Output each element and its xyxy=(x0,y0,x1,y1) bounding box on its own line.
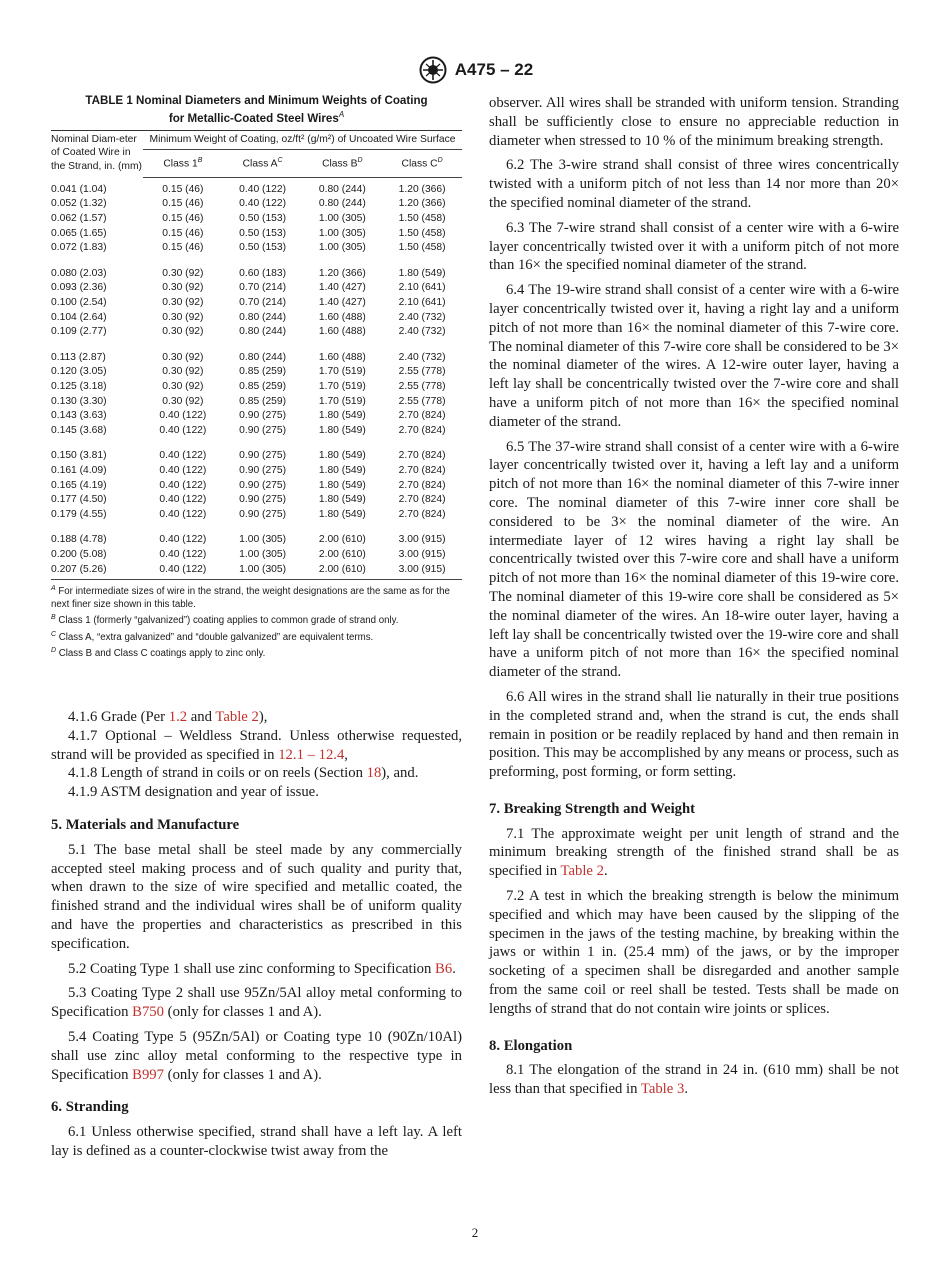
table-title xyxy=(51,94,462,126)
para-4-1-9: 4.1.9 ASTM designation and year of issue. xyxy=(68,784,319,801)
cell-coating-weight: 1.80 (549) xyxy=(318,508,366,520)
section-5-heading: 5. Materials and Manufacture xyxy=(51,817,240,834)
table-row xyxy=(51,227,462,242)
col-class-header: Class $A^C$ xyxy=(223,150,303,177)
cell-coating-weight: 0.70 (214) xyxy=(239,297,287,309)
cell-coating-weight: 0.30 (92) xyxy=(162,326,204,338)
table-row xyxy=(51,395,462,410)
cell-coating-weight: 0.80 (244) xyxy=(239,326,287,338)
cell-coating-weight: 2.55 (778) xyxy=(398,395,446,407)
cell-coating-weight: 1.80 (549) xyxy=(318,464,366,476)
cell-diameter: 0.109 (2.77) xyxy=(51,326,107,338)
coating-weight-table xyxy=(51,130,462,580)
ref-table-2-link[interactable]: Table 2 xyxy=(215,709,259,726)
cell-coating-weight: 1.20 (366) xyxy=(318,267,366,279)
ref-b6-link[interactable]: B6 xyxy=(435,960,453,977)
cell-diameter: 0.041 (1.04) xyxy=(51,183,107,195)
table-row xyxy=(51,479,462,494)
cell-coating-weight: 0.15 (46) xyxy=(162,242,204,254)
cell-coating-weight: 1.20 (366) xyxy=(398,198,446,210)
right-column xyxy=(489,94,899,1099)
cell-diameter: 0.207 (5.26) xyxy=(51,563,143,580)
cell-coating-weight: 3.00 (915) xyxy=(382,563,462,580)
cell-diameter: 0.065 (1.65) xyxy=(51,227,107,239)
cell-coating-weight: 0.85 (259) xyxy=(239,380,287,392)
ref-b750-link[interactable]: B750 xyxy=(132,1004,164,1021)
cell-diameter: 0.113 (2.87) xyxy=(51,351,106,363)
table-row xyxy=(51,296,462,311)
table-group-gap xyxy=(51,438,462,449)
cell-coating-weight: 0.40 (122) xyxy=(239,198,287,210)
cell-coating-weight: 0.30 (92) xyxy=(162,395,204,407)
cell-coating-weight: 0.80 (244) xyxy=(239,311,287,323)
table-row xyxy=(51,464,462,479)
table-row xyxy=(51,197,462,212)
cell-coating-weight: 1.40 (427) xyxy=(318,282,366,294)
cell-coating-weight: 0.30 (92) xyxy=(162,366,204,378)
ref-12-1-link[interactable]: 12.1 – 12.4 xyxy=(278,746,345,763)
cell-coating-weight: 0.90 (275) xyxy=(239,424,287,436)
cell-diameter: 0.161 (4.09) xyxy=(51,464,107,476)
ref-section-18-link[interactable]: 18 xyxy=(366,765,382,782)
ref-table-3-link[interactable]: Table 3 xyxy=(640,1081,685,1098)
table-row xyxy=(51,351,462,366)
cell-coating-weight: 1.70 (519) xyxy=(318,395,366,407)
cell-coating-weight: 1.50 (458) xyxy=(398,242,446,254)
cell-coating-weight: 2.40 (732) xyxy=(398,311,446,323)
table-row xyxy=(51,267,462,282)
table-row xyxy=(51,241,462,256)
cell-coating-weight: 2.70 (824) xyxy=(398,410,446,422)
table-group-gap xyxy=(51,340,462,351)
table-row xyxy=(51,563,462,580)
cell-diameter: 0.072 (1.83) xyxy=(51,242,107,254)
section-7-heading: 7. Breaking Strength and Weight xyxy=(489,800,696,817)
cell-coating-weight: 0.85 (259) xyxy=(239,395,287,407)
left-body-text xyxy=(51,708,462,1161)
table-row xyxy=(51,365,462,380)
table-row xyxy=(51,325,462,340)
table-footnote: $^B$ Class 1 (formerly “galvanized”) coating applies to common grade of strand only. xyxy=(51,614,399,627)
table-footnote: $^D$ Class B and Class C coatings apply to zinc only. xyxy=(51,646,266,660)
cell-coating-weight: 0.30 (92) xyxy=(162,351,204,363)
para-7-1: 7.1 The approximate weight per unit length of strand and the minimum breaking strength of the finished strand shall be as specified in Table 2. xyxy=(489,825,899,880)
cell-coating-weight: 1.20 (366) xyxy=(398,183,446,195)
para-4-1-8: 4.1.8 Length of strand in coils or on reels (Section 18), and. xyxy=(68,765,419,782)
cell-coating-weight: 1.00 (305) xyxy=(318,227,366,239)
cell-coating-weight: 0.90 (275) xyxy=(239,450,287,462)
table-group-gap xyxy=(51,256,462,267)
cell-coating-weight: 0.30 (92) xyxy=(162,282,204,294)
table-row xyxy=(51,281,462,296)
cell-coating-weight: 3.00 (915) xyxy=(398,548,446,560)
cell-coating-weight: 1.80 (549) xyxy=(318,450,366,462)
para-6-6: 6.6 All wires in the strand shall lie naturally in their true positions in the completed strand and, when the strand is cut, the ends shall remain in position or be readily replaced by hand and then remain in position. This may be accomplished by any means or process, such as preforming, post forming, or form setting. xyxy=(489,688,899,781)
cell-coating-weight: 0.15 (46) xyxy=(162,213,204,225)
table-row xyxy=(51,508,462,523)
ref-table-2-link[interactable]: Table 2 xyxy=(560,863,604,880)
cell-coating-weight: 0.40 (122) xyxy=(159,424,207,436)
cell-coating-weight: 0.50 (153) xyxy=(239,213,287,225)
cell-coating-weight: 2.70 (824) xyxy=(398,450,446,462)
cell-coating-weight: 0.90 (275) xyxy=(239,410,287,422)
table-row xyxy=(51,311,462,326)
cell-diameter: 0.052 (1.32) xyxy=(51,198,107,210)
cell-coating-weight: 1.40 (427) xyxy=(318,297,366,309)
cell-coating-weight: 0.50 (153) xyxy=(239,242,287,254)
cell-coating-weight: 2.40 (732) xyxy=(398,351,446,363)
table-row xyxy=(51,380,462,395)
cell-coating-weight: 0.40 (122) xyxy=(159,548,207,560)
cell-coating-weight: 0.15 (46) xyxy=(162,198,204,210)
table-row xyxy=(51,449,462,464)
ref-b997-link[interactable]: B997 xyxy=(132,1066,164,1083)
para-8-1: 8.1 The elongation of the strand in 24 in. (610 mm) shall be not less than that specified in Table 3. xyxy=(489,1062,899,1098)
cell-coating-weight: 0.30 (92) xyxy=(162,380,204,392)
cell-coating-weight: 1.70 (519) xyxy=(318,380,366,392)
table-row xyxy=(51,409,462,424)
cell-diameter: 0.188 (4.78) xyxy=(51,534,107,546)
cell-coating-weight: 3.00 (915) xyxy=(398,534,446,546)
cell-coating-weight: 2.55 (778) xyxy=(398,380,446,392)
cell-coating-weight: 0.70 (214) xyxy=(239,282,287,294)
cell-coating-weight: 1.50 (458) xyxy=(398,227,446,239)
cell-coating-weight: 0.40 (122) xyxy=(159,479,207,491)
para-5-2: 5.2 Coating Type 1 shall use zinc conforming to Specification B6. xyxy=(68,960,456,977)
cell-coating-weight: 0.40 (122) xyxy=(143,563,223,580)
table-footnote: $^C$ Class A, “extra galvanized” and “double galvanized” are equivalent terms. xyxy=(51,630,374,643)
cell-coating-weight: 0.40 (122) xyxy=(159,450,207,462)
para-6-4: 6.4 The 19-wire strand shall consist of a center wire with a 6-wire layer concentrically twisted over it, having a right lay and a uniform pitch of not more than 16× the nominal diameter of this 7-wire core. The nominal diameter of this 7-wire core shall be considered to be 3× the nominal diameter of the wires. A 12-wire outer layer, having a left lay shall be concentrically twisted over the 7-wire core and shall have a uniform pitch of not more than 16× the specified nominal diameter of the strand. xyxy=(489,282,899,430)
cell-coating-weight: 2.70 (824) xyxy=(398,464,446,476)
cell-diameter: 0.177 (4.50) xyxy=(51,494,107,506)
cell-coating-weight: 2.55 (778) xyxy=(398,366,446,378)
cell-coating-weight: 1.80 (549) xyxy=(318,410,366,422)
cell-coating-weight: 1.80 (549) xyxy=(318,494,366,506)
cell-coating-weight: 1.60 (488) xyxy=(318,326,366,338)
astm-logo-icon xyxy=(417,56,449,84)
para-5-1: 5.1 The base metal shall be steel made by any commercially accepted steel making process and of such quality and purity that, when drawn to the size of wire specified and metallic coated, the finished strand and the individual wires shall be of uniform quality and have the properties and characteristics as prescribed in this specification. xyxy=(51,841,462,952)
cell-diameter: 0.120 (3.05) xyxy=(51,366,107,378)
section-8-heading: 8. Elongation xyxy=(489,1037,573,1054)
cell-coating-weight: 0.80 (244) xyxy=(318,183,366,195)
cell-coating-weight: 2.10 (641) xyxy=(398,297,446,309)
cell-diameter: 0.200 (5.08) xyxy=(51,548,107,560)
cell-diameter: 0.150 (3.81) xyxy=(51,450,107,462)
table-row xyxy=(51,424,462,439)
cell-coating-weight: 1.80 (549) xyxy=(398,267,446,279)
cell-coating-weight: 1.60 (488) xyxy=(318,351,366,363)
col-class-header: Class $C^D$ xyxy=(382,150,462,177)
cell-coating-weight: 0.40 (122) xyxy=(159,534,207,546)
ref-1-2-link[interactable]: 1.2 xyxy=(168,709,188,726)
cell-coating-weight: 0.90 (275) xyxy=(239,479,287,491)
cell-coating-weight: 0.85 (259) xyxy=(239,366,287,378)
cell-coating-weight: 1.60 (488) xyxy=(318,311,366,323)
cell-coating-weight: 2.70 (824) xyxy=(398,479,446,491)
page-header xyxy=(0,56,950,84)
cell-coating-weight: 0.40 (122) xyxy=(159,464,207,476)
cell-diameter: 0.130 (3.30) xyxy=(51,395,107,407)
left-column xyxy=(51,94,462,1161)
para-4-1-6: 4.1.6 Grade (Per 1.2 and Table 2), xyxy=(68,709,268,726)
table-title-note: A xyxy=(338,110,345,119)
cell-diameter: 0.093 (2.36) xyxy=(51,282,107,294)
cell-coating-weight: 1.00 (305) xyxy=(239,534,287,546)
cell-coating-weight: 0.90 (275) xyxy=(239,464,287,476)
table-footnotes xyxy=(51,582,462,660)
table-title-line1: TABLE 1 Nominal Diameters and Minimum Weights of Coating xyxy=(85,94,428,107)
cell-coating-weight: 1.70 (519) xyxy=(318,366,366,378)
cell-coating-weight: 1.00 (305) xyxy=(318,242,366,254)
designation: A475 – 22 xyxy=(454,60,534,79)
cell-diameter: 0.100 (2.54) xyxy=(51,297,107,309)
cell-diameter: 0.145 (3.68) xyxy=(51,424,107,436)
cell-diameter: 0.062 (1.57) xyxy=(51,213,107,225)
cell-coating-weight: 2.00 (610) xyxy=(302,563,382,580)
cell-coating-weight: 2.00 (610) xyxy=(318,534,366,546)
cell-coating-weight: 1.00 (305) xyxy=(239,548,287,560)
table-title-line2: for Metallic-Coated Steel Wires xyxy=(168,111,339,125)
table-row xyxy=(51,177,462,197)
para-5-4: 5.4 Coating Type 5 (95Zn/5Al) or Coating type 10 (90Zn/10Al) shall use zinc alloy metal conforming to the respective type in Specification B997 (only for classes 1 and A). xyxy=(51,1029,462,1083)
cell-coating-weight: 2.70 (824) xyxy=(398,508,446,520)
cell-diameter: 0.080 (2.03) xyxy=(51,267,107,279)
cell-coating-weight: 0.60 (183) xyxy=(239,267,287,279)
cell-diameter: 0.143 (3.63) xyxy=(51,410,107,422)
col-nominal-diameter-header: Nominal Diam-eter of Coated Wire in the Strand, in. (mm) xyxy=(51,130,143,177)
table-footnote: $^A$ For intermediate sizes of wire in the strand, the weight designations are the same as for the next finer size shown in this table. xyxy=(51,585,450,611)
cell-coating-weight: 0.40 (122) xyxy=(159,508,207,520)
section-6-heading: 6. Stranding xyxy=(51,1099,129,1116)
cell-coating-weight: 0.40 (122) xyxy=(239,183,287,195)
cell-coating-weight: 0.80 (244) xyxy=(318,198,366,210)
page-number: 2 xyxy=(471,1225,479,1240)
table-row xyxy=(51,493,462,508)
cell-coating-weight: 0.90 (275) xyxy=(239,494,287,506)
table-group-gap xyxy=(51,522,462,533)
cell-coating-weight: 0.90 (275) xyxy=(239,508,287,520)
cell-diameter: 0.125 (3.18) xyxy=(51,380,107,392)
col-class-header: Class $1^B$ xyxy=(143,150,223,177)
cell-coating-weight: 0.40 (122) xyxy=(159,410,207,422)
para-6-2: 6.2 The 3-wire strand shall consist of three wires concentrically twisted with a uniform pitch of not less than 14 nor more than 20× the specified nominal diameter of the strand. xyxy=(489,157,899,211)
para-7-2: 7.2 A test in which the breaking strength is below the minimum specified and which may have been caused by the slipping of the specimen in the jaws of the testing machine, by breaking within the jaws or within 1 in. (25.4 mm) of the jaws, or by the improper socketing of a specimen shall be disregarded and another sample from the same coil or reel shall be tested. Tests shall be made on lengths of strand that do not contain wire joints or splices. xyxy=(489,888,899,1017)
para-4-1-7: 4.1.7 Optional – Weldless Strand. Unless otherwise requested, strand will be provided as specified in 12.1 – 12.4, xyxy=(51,727,462,763)
cell-coating-weight: 0.50 (153) xyxy=(239,227,287,239)
cell-coating-weight: 2.00 (610) xyxy=(318,548,366,560)
cell-coating-weight: 1.00 (305) xyxy=(223,563,303,580)
cell-coating-weight: 0.80 (244) xyxy=(239,351,287,363)
cell-diameter: 0.165 (4.19) xyxy=(51,479,107,491)
table-row xyxy=(51,212,462,227)
cell-diameter: 0.104 (2.64) xyxy=(51,311,107,323)
cell-coating-weight: 1.80 (549) xyxy=(318,424,366,436)
cell-coating-weight: 0.30 (92) xyxy=(162,311,204,323)
cell-coating-weight: 0.15 (46) xyxy=(162,183,204,195)
table-row xyxy=(51,548,462,563)
cell-diameter: 0.179 (4.55) xyxy=(51,508,107,520)
table-row xyxy=(51,533,462,548)
cell-coating-weight: 2.70 (824) xyxy=(398,424,446,436)
para-6-5: 6.5 The 37-wire strand shall consist of a center wire with a 6-wire layer concentrically twisted over it, having a left lay and a uniform pitch of not more than 16× the nominal diameter of this 7-wire inner core. The nominal diameter of this 7-wire inner core shall be considered to be 3× the nominal diameter of the wire. An intermediate layer of 12 wires having a right lay shall be concentrically twisted over this 7-wire core and shall have a uniform pitch of not more than 16× the nominal diameter of this 19-wire core. The nominal diameter of this 19-wire core shall be considered as 5× the nominal diameter of the wires. An 18-wire outer layer, having a left lay shall be concentrically twisted over the 19-wire core and shall have a uniform pitch of not more than 16× the specified nominal diameter of the strand. xyxy=(489,438,899,681)
para-5-3: 5.3 Coating Type 2 shall use 95Zn/5Al alloy metal conforming to Specification B750 (only for classes 1 and A). xyxy=(51,985,462,1021)
col-min-weight-header: Minimum Weight of Coating, oz/ft² (g/m²) of Uncoated Wire Surface xyxy=(143,130,462,150)
cell-coating-weight: 0.30 (92) xyxy=(162,297,204,309)
cell-coating-weight: 1.50 (458) xyxy=(398,213,446,225)
cell-coating-weight: 2.40 (732) xyxy=(398,326,446,338)
para-6-1: 6.1 Unless otherwise specified, strand shall have a left lay. A left lay is defined as a counter-clockwise twist away from the xyxy=(51,1124,462,1159)
cell-coating-weight: 0.15 (46) xyxy=(162,227,204,239)
para-6-1-continued: observer. All wires shall be stranded with uniform tension. Stranding shall be sufficiently close to ensure no appreciable reduction in diameter when stressed to 10 % of the minimum breaking strength. xyxy=(489,95,899,149)
col-class-header: Class $B^D$ xyxy=(302,150,382,177)
cell-coating-weight: 0.30 (92) xyxy=(162,267,204,279)
cell-coating-weight: 2.10 (641) xyxy=(398,282,446,294)
cell-coating-weight: 0.40 (122) xyxy=(159,494,207,506)
cell-coating-weight: 1.80 (549) xyxy=(318,479,366,491)
cell-coating-weight: 2.70 (824) xyxy=(398,494,446,506)
cell-coating-weight: 1.00 (305) xyxy=(318,213,366,225)
para-6-3: 6.3 The 7-wire strand shall consist of a center wire with a 6-wire layer concentrically twisted over it with a uniform pitch of not more than 16× the specified nominal diameter of the strand. xyxy=(489,219,899,274)
